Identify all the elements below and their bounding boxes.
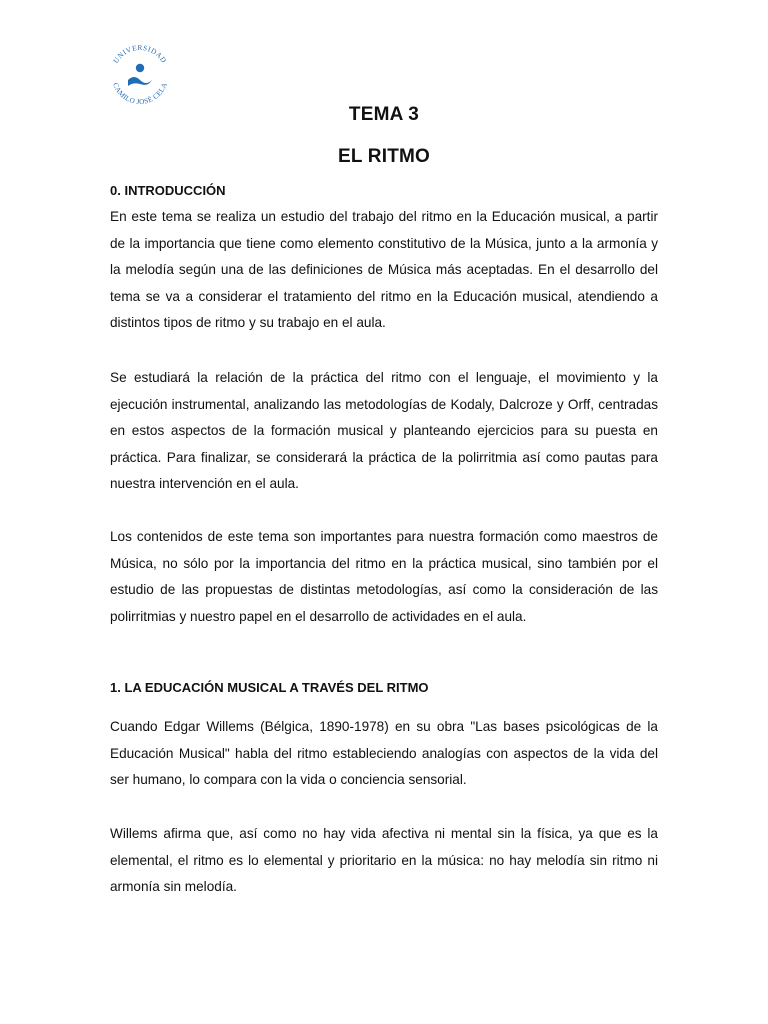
document-title: TEMA 3 — [348, 104, 420, 125]
paragraph-willems-2: Willems afirma que, así como no hay vida afectiva ni mental sin la física, ya que es la elemental, el ritmo es lo elemental y prioritario en la música: no hay melodía sin ritmo ni armonía sin melodía. — [110, 826, 658, 895]
paragraph-willems-1: Cuando Edgar Willems (Bélgica, 1890-1978) en su obra "Las bases psicológicas de la Educación Musical" habla del ritmo estableciendo analogías con aspectos de la vida del ser humano, lo compara con la vida o conciencia sensorial. — [110, 719, 658, 788]
svg-text:CAMILO JOSÉ CELA: CAMILO JOSÉ CELA — [111, 81, 169, 107]
document-subtitle: EL RITMO — [337, 146, 431, 167]
paragraph-intro-1: En este tema se realiza un estudio del trabajo del ritmo en la Educación musical, a partir de la importancia que tiene como elemento constitutivo de la Música, junto a la armonía y la melodía según una de las definiciones de Música más aceptadas. En el desarrollo del tema se va a considerar el tratamiento del ritmo en la Educación musical, atendiendo a distintos tipos de ritmo y su trabajo en el aula. — [110, 209, 658, 331]
university-logo — [104, 40, 176, 112]
paragraph-intro-2: Se estudiará la relación de la práctica del ritmo con el lenguaje, el movimiento y la ejecución instrumental, analizando las metodologías de Kodaly, Dalcroze y Orff, centradas en estos aspectos de la formación musical y planteando ejercicios para su puesta en práctica. Para finalizar, se considerará la práctica de la polirritmia así como pautas para nuestra intervención en el aula. — [110, 370, 658, 492]
svg-text:UNIVERSIDAD: UNIVERSIDAD — [111, 43, 169, 65]
university-seal-icon — [104, 40, 176, 112]
paragraph-intro-3: Los contenidos de este tema son importantes para nuestra formación como maestros de Música, no sólo por la importancia del ritmo en la práctica musical, sino también por el estudio de las propuestas de distintas metodologías, así como la consideración de las polirritmias y nuestro papel en el desarrollo de actividades en el aula. — [110, 529, 658, 624]
section-heading-ritmo: 1. LA EDUCACIÓN MUSICAL A TRAVÉS DEL RITMO — [110, 680, 429, 695]
section-heading-introduccion: 0. INTRODUCCIÓN — [110, 183, 226, 198]
